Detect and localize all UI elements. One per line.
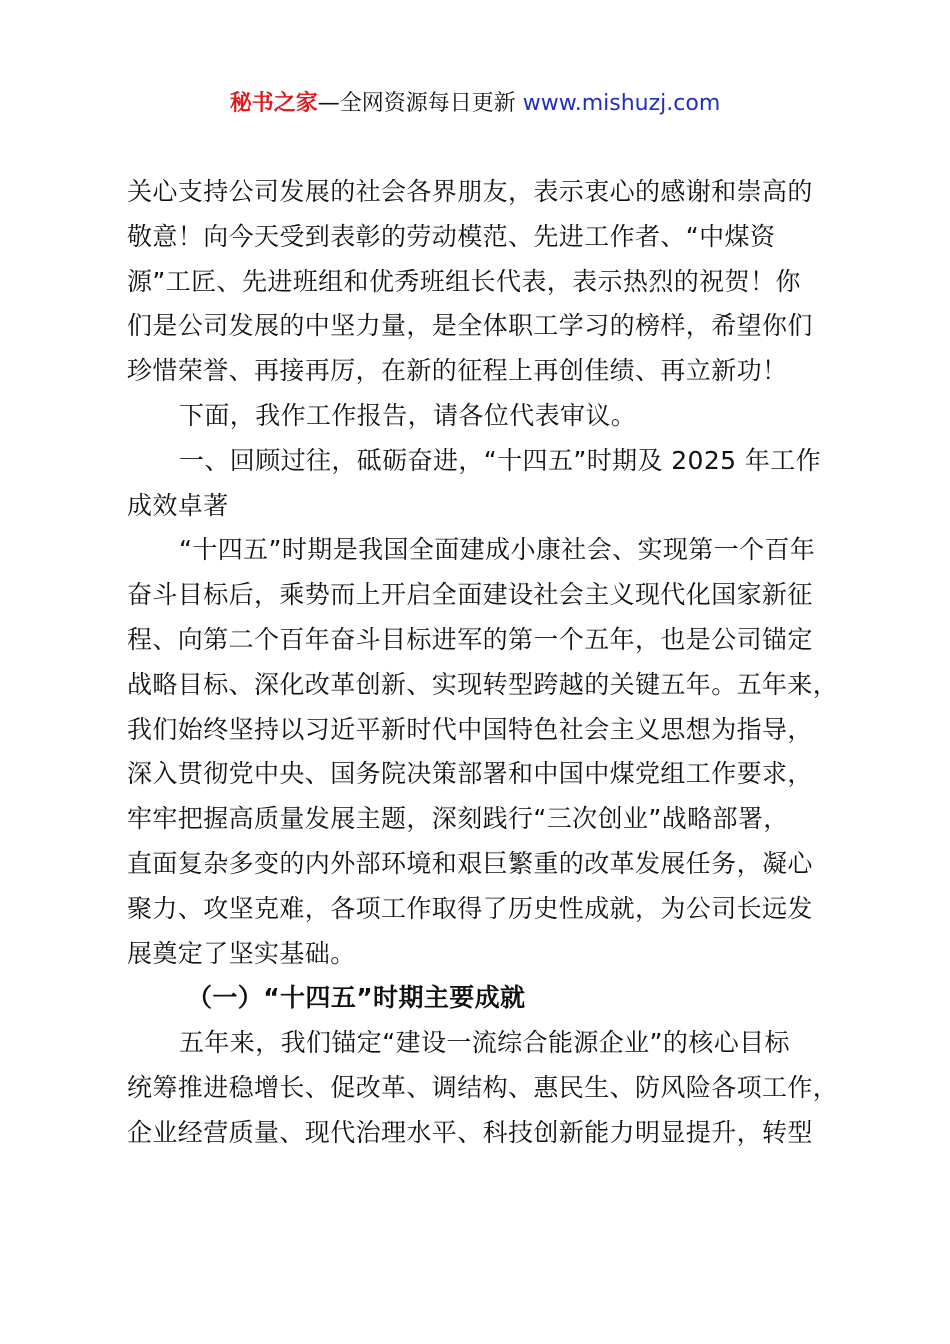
site-url-link[interactable]: www.mishuzj.com: [522, 91, 721, 116]
text-line: 关心支持公司发展的社会各界朋友，表示衷心的感谢和崇高的: [127, 177, 813, 206]
section-heading-1-continued: 成效卓著: [127, 490, 229, 520]
text-line: 展奠定了坚实基础。: [127, 938, 356, 968]
text-line: 聚力、攻坚克难，各项工作取得了历史性成就，为公司长远发: [127, 893, 813, 923]
text-line: 我们始终坚持以习近平新时代中国特色社会主义思想为指导，: [127, 714, 813, 744]
text-line: 敬意！向今天受到表彰的劳动模范、先进工作者、“中煤资: [127, 221, 776, 251]
section-heading-2: （一）“十四五”时期主要成就: [187, 983, 526, 1013]
paragraph-first-line: “十四五”时期是我国全面建成小康社会、实现第一个百年: [179, 535, 816, 565]
text-line: 奋斗目标后，乘势而上开启全面建设社会主义现代化国家新征: [127, 580, 813, 610]
site-tagline: —全网资源每日更新: [317, 91, 523, 116]
text-line: 程、向第二个百年奋斗目标进军的第一个五年，也是公司锚定: [127, 624, 813, 654]
text-line: 珍惜荣誉、再接再厉，在新的征程上再创佳绩、再立新功！: [127, 356, 788, 386]
site-banner: [0, 86, 950, 122]
text-line: 牢牢把握高质量发展主题，深刻践行“三次创业”战略部署，: [127, 804, 789, 834]
document-body: [127, 170, 867, 1156]
section-heading-1: 一、回顾过往，砥砺奋进，“十四五”时期及 2025 年工作: [179, 445, 822, 475]
text-line: 直面复杂多变的内外部环境和艰巨繁重的改革发展任务，凝心: [127, 848, 813, 878]
text-line: 深入贯彻党中央、国务院决策部署和中国中煤党组工作要求，: [127, 759, 813, 789]
text-line: 统筹推进稳增长、促改革、调结构、惠民生、防风险各项工作，: [127, 1072, 839, 1102]
text-line: 源”工匠、先进班组和优秀班组长代表，表示热烈的祝贺！你: [127, 266, 801, 296]
site-brand-name: 秘书之家: [229, 91, 318, 116]
text-line: 企业经营质量、现代治理水平、科技创新能力明显提升，转型: [127, 1117, 813, 1147]
text-line: 战略目标、深化改革创新、实现转型跨越的关键五年。五年来，: [127, 669, 839, 699]
paragraph-first-line: 五年来，我们锚定“建设一流综合能源企业”的核心目标: [179, 1028, 790, 1058]
paragraph-first-line: 下面，我作工作报告，请各位代表审议。: [179, 400, 637, 430]
text-line: 们是公司发展的中坚力量，是全体职工学习的榜样，希望你们: [127, 311, 813, 341]
